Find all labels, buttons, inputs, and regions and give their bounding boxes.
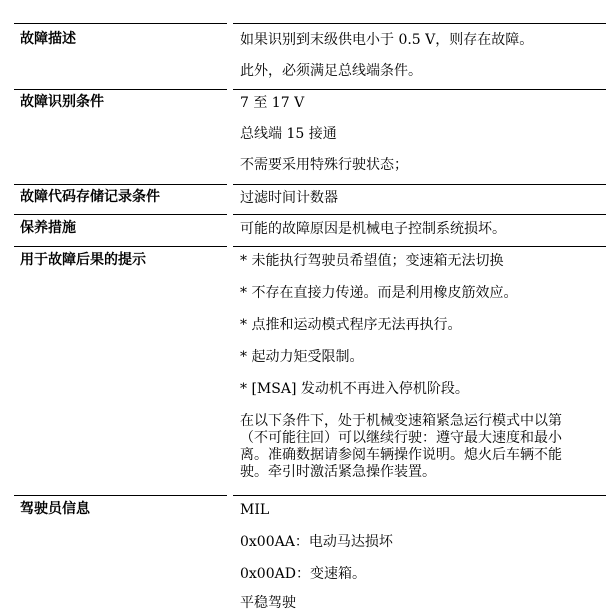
- fault-description-line: 如果识别到末级供电小于 0.5 V，则存在故障。: [240, 32, 534, 48]
- consequence-line: * 不存在直接力传递。而是利用橡皮筋效应。: [240, 285, 518, 301]
- consequence-line: * 起动力矩受限制。: [240, 349, 364, 365]
- driver-info-line: MIL: [240, 502, 270, 518]
- row-divider-left: [14, 246, 227, 247]
- label-fault-description: 故障描述: [20, 31, 76, 47]
- label-driver-info: 驾驶员信息: [20, 501, 90, 517]
- emergency-mode-paragraph: [240, 413, 606, 483]
- row-divider-right: [233, 89, 606, 90]
- consequence-line: * 未能执行驾驶员希望值；变速箱无法切换: [240, 253, 504, 269]
- row-divider-right: [233, 495, 606, 496]
- driver-info-line: 平稳驾驶: [240, 595, 296, 611]
- paragraph-line: 驶。牵引时激活紧急操作装置。: [240, 464, 436, 480]
- row-divider-left: [14, 184, 227, 185]
- row-divider-left: [14, 495, 227, 496]
- paragraph-line: （不可能往回）可以继续行驶：遵守最大速度和最小: [240, 430, 562, 446]
- paragraph-line: 在以下条件下，处于机械变速箱紧急运行模式中以第: [240, 413, 562, 429]
- detection-condition-line: 总线端 15 接通: [240, 126, 337, 142]
- row-divider-right: [233, 184, 606, 185]
- service-measure-line: 可能的故障原因是机械电子控制系统损坏。: [240, 221, 506, 237]
- row-divider-right: [233, 246, 606, 247]
- row-divider-right: [233, 214, 606, 215]
- driver-info-line: 0x00AD：变速箱。: [240, 566, 366, 582]
- fault-description-line: 此外，必须满足总线端条件。: [240, 63, 422, 79]
- label-storage-conditions: 故障代码存储记录条件: [20, 189, 160, 205]
- consequence-line: * [MSA] 发动机不再进入停机阶段。: [240, 381, 469, 397]
- label-fault-consequences: 用于故障后果的提示: [20, 252, 146, 268]
- row-divider-left: [14, 23, 227, 24]
- row-divider-left: [14, 89, 227, 90]
- detection-condition-line: 7 至 17 V: [240, 95, 305, 111]
- detection-condition-line: 不需要采用特殊行驶状态；: [240, 157, 408, 173]
- label-service-measures: 保养措施: [20, 220, 76, 236]
- consequence-line: * 点推和运动模式程序无法再执行。: [240, 317, 462, 333]
- paragraph-line: 离。准确数据请参阅车辆操作说明。熄火后车辆不能: [240, 447, 562, 463]
- row-divider-left: [14, 214, 227, 215]
- driver-info-line: 0x00AA：电动马达损坏: [240, 534, 393, 550]
- storage-condition-line: 过滤时间计数器: [240, 190, 338, 206]
- label-detection-conditions: 故障识别条件: [20, 94, 104, 110]
- row-divider-right: [233, 23, 606, 24]
